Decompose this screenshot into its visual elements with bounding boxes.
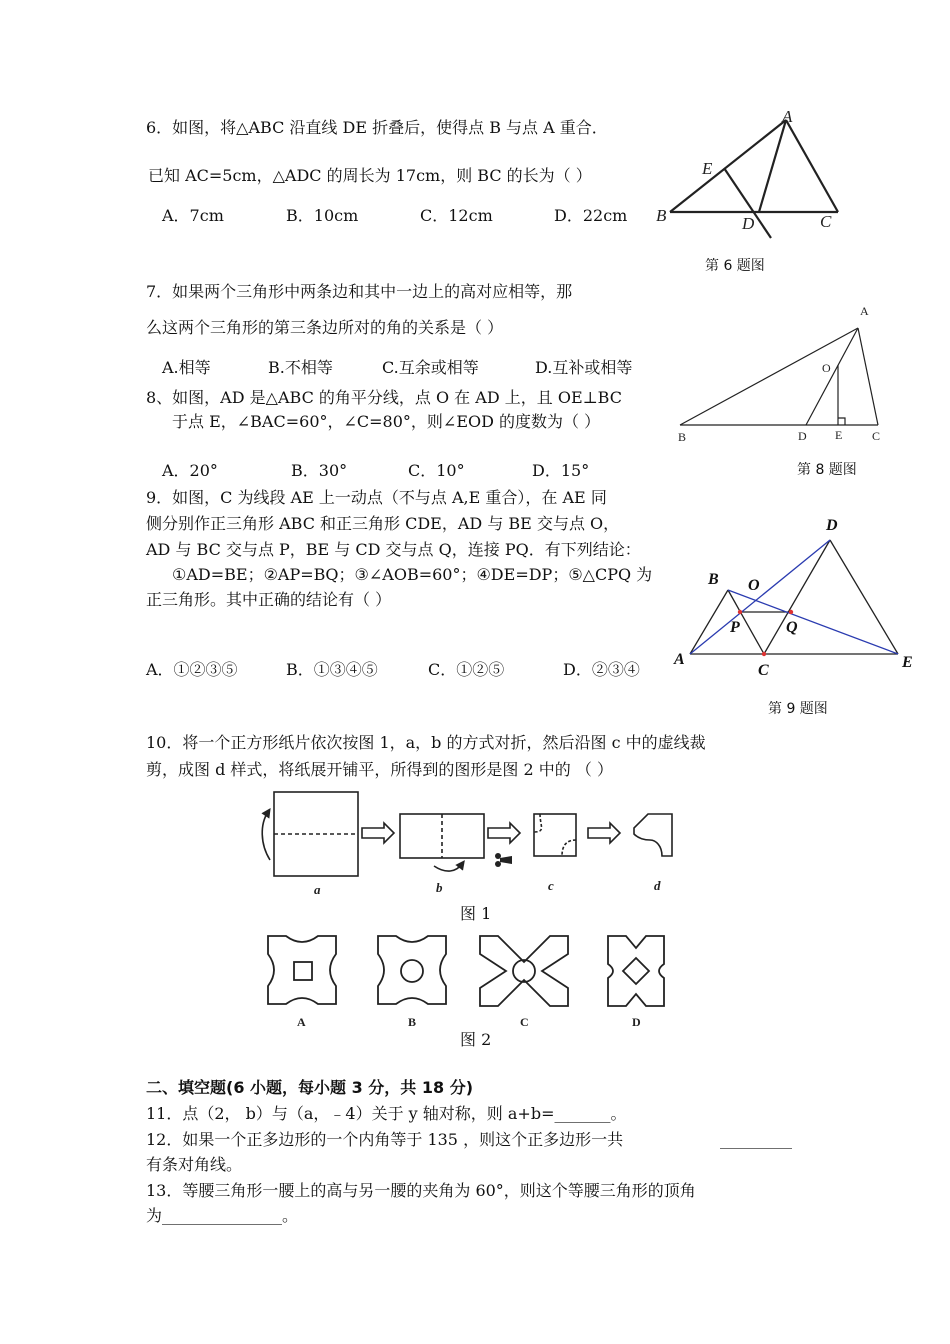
q9-line3: AD 与 BC 交与点 P，BE 与 CD 交与点 Q，连接 PQ．有下列结论： xyxy=(146,540,641,559)
q6-option-a: A．7cm xyxy=(162,206,224,225)
q9-line2: 侧分别作正三角形 ABC 和正三角形 CDE，AD 与 BE 交与点 O， xyxy=(146,514,620,533)
q9-caption: 第 9 题图 xyxy=(768,701,828,717)
q7-option-a: A.相等 xyxy=(162,358,211,377)
fig2-label-a: A xyxy=(297,1015,306,1029)
fig1-label-c: c xyxy=(548,878,554,893)
q13-line2: 为_______________。 xyxy=(146,1206,299,1225)
q6-label-a: A xyxy=(782,107,793,126)
q6-figure xyxy=(650,108,850,238)
q6-caption: 第 6 题图 xyxy=(705,258,765,274)
fig1-label-d: d xyxy=(654,878,661,893)
q6-label-b: B xyxy=(656,206,667,225)
q7-option-d: D.互补或相等 xyxy=(535,358,633,377)
q9-line4: ①AD=BE；②AP=BQ；③∠AOB=60°；④DE=DP；⑤△CPQ 为 xyxy=(172,565,653,584)
fig2-label-b: B xyxy=(408,1015,417,1029)
q8-option-c: C．10° xyxy=(408,461,465,480)
fig2-caption: 图 2 xyxy=(460,1030,492,1049)
fig2-shape-d xyxy=(608,936,664,1006)
fig2-shape-b xyxy=(378,936,446,1004)
q10-figure-2 xyxy=(262,932,682,1032)
q8-line1: 8、如图，AD 是△ABC 的角平分线，点 O 在 AD 上，且 OE⊥BC xyxy=(146,388,622,407)
q7-line2: 么这两个三角形的第三条边所对的角的关系是（ ） xyxy=(146,318,504,337)
q13-line1: 13．等腰三角形一腰上的高与另一腰的夹角为 60°，则这个等腰三角形的顶角 xyxy=(146,1181,696,1200)
q9-option-d: D．②③④ xyxy=(563,660,640,679)
q9-label-p: P xyxy=(730,619,740,636)
q8-option-b: B．30° xyxy=(291,461,348,480)
q8-label-a: A xyxy=(860,304,869,318)
q8-label-c: C xyxy=(872,429,881,443)
q6-line2: 已知 AC=5cm，△ADC 的周长为 17cm，则 BC 的长为（ ） xyxy=(148,166,592,185)
q10-line2: 剪，成图 d 样式，将纸展开铺平，所得到的图形是图 2 中的 （ ） xyxy=(146,760,613,779)
q8-label-b: B xyxy=(678,430,687,444)
fig1-label-a: a xyxy=(314,882,321,897)
fig1-label-b: b xyxy=(436,880,443,895)
q8-label-e: E xyxy=(835,428,843,442)
q6-label-d: D xyxy=(742,214,755,233)
q8-option-d: D．15° xyxy=(532,461,590,480)
q9-label-a: A xyxy=(674,651,685,668)
q9-label-e: E xyxy=(902,654,913,671)
q7-option-b: B.不相等 xyxy=(268,358,333,377)
section2-heading: 二、填空题(6 小题，每小题 3 分，共 18 分) xyxy=(146,1078,474,1097)
q9-option-c: C．①②⑤ xyxy=(428,660,505,679)
q9-label-b: B xyxy=(708,571,719,588)
q9-line1: 9．如图，C 为线段 AE 上一动点（不与点 A,E 重合），在 AE 同 xyxy=(146,488,607,507)
q6-option-d: D．22cm xyxy=(554,206,628,225)
q9-label-c: C xyxy=(758,662,769,679)
q9-option-b: B．①③④⑤ xyxy=(286,660,378,679)
q9-option-a: A．①②③⑤ xyxy=(146,660,238,679)
q8-label-d: D xyxy=(798,429,807,443)
q6-label-e: E xyxy=(702,159,713,178)
q9-line5: 正三角形。其中正确的结论有（ ） xyxy=(146,590,392,609)
q9-label-d: D xyxy=(826,517,838,534)
q10-figure-1 xyxy=(258,788,698,898)
fig2-shape-a xyxy=(268,936,336,1004)
q8-label-o: O xyxy=(822,361,831,375)
fig1-caption: 图 1 xyxy=(460,904,492,923)
q11: 11．点（2， b）与（a，﹣4）关于 y 轴对称，则 a+b=_______。 xyxy=(146,1104,627,1123)
fig2-label-d: D xyxy=(632,1015,641,1029)
scissors-icon xyxy=(495,853,512,867)
q8-figure xyxy=(672,300,902,445)
q10-line1: 10．将一个正方形纸片依次按图 1，a，b 的方式对折，然后沿图 c 中的虚线裁 xyxy=(146,733,706,752)
q12-blank: _________ xyxy=(720,1130,792,1149)
q6-option-c: C．12cm xyxy=(420,206,493,225)
fig2-label-c: C xyxy=(520,1015,529,1029)
q9-figure xyxy=(670,512,920,682)
q12-line2: 有条对角线。 xyxy=(146,1155,243,1174)
q8-line2: 于点 E，∠BAC=60°，∠C=80°，则∠EOD 的度数为（ ） xyxy=(172,412,601,431)
fig2-shape-c xyxy=(480,936,568,1006)
q7-line1: 7．如果两个三角形中两条边和其中一边上的高对应相等，那 xyxy=(146,282,573,301)
q7-option-c: C.互余或相等 xyxy=(382,358,479,377)
q6-line1: 6．如图，将△ABC 沿直线 DE 折叠后，使得点 B 与点 A 重合． xyxy=(146,118,608,137)
q6-label-c: C xyxy=(820,212,832,231)
q8-caption: 第 8 题图 xyxy=(797,462,857,478)
q9-label-q: Q xyxy=(786,619,798,636)
q6-option-b: B．10cm xyxy=(286,206,359,225)
q12-line1: 12．如果一个正多边形的一个内角等于 135 ，则这个正多边形一共 xyxy=(146,1130,624,1149)
q9-label-o: O xyxy=(748,577,760,594)
q8-option-a: A．20° xyxy=(162,461,218,480)
